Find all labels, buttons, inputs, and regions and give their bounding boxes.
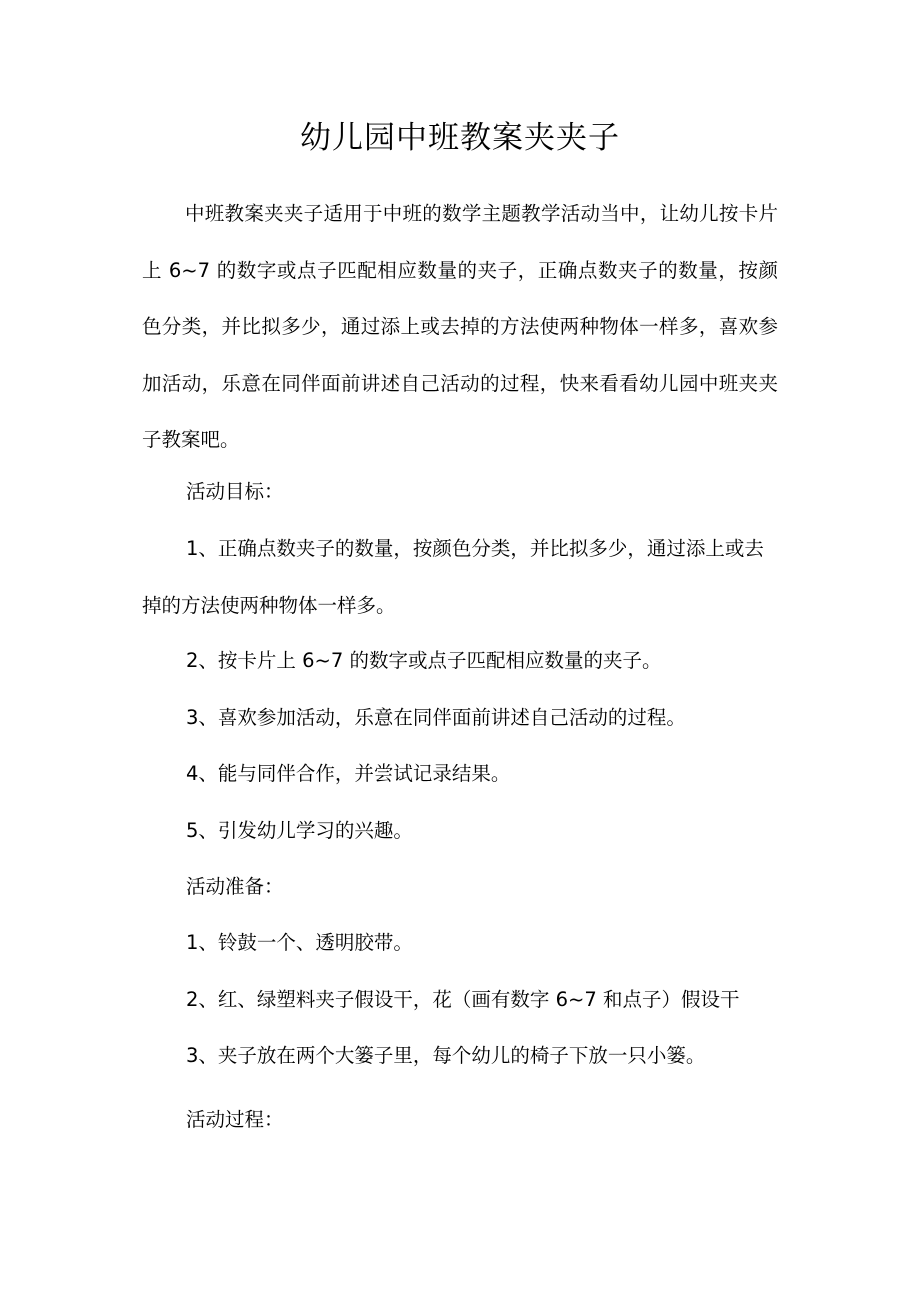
- goal-item-1: 1、正确点数夹子的数量，按颜色分类，并比拟多少，通过添上或去掉的方法使两种物体一样多。: [142, 537, 764, 617]
- goal-item-3: 3、喜欢参加活动，乐意在同伴面前讲述自己活动的过程。: [186, 706, 686, 729]
- prep-item-2: 2、红、绿塑料夹子假设干，花（画有数字 6~7 和点子）假设干: [186, 988, 740, 1011]
- goal-item-2: 2、按卡片上 6~7 的数字或点子匹配相应数量的夹子。: [186, 649, 662, 672]
- prep-heading: 活动准备：: [186, 875, 284, 898]
- goal-item-5: 5、引发幼儿学习的兴趣。: [186, 819, 413, 842]
- prep-item-3: 3、夹子放在两个大篓子里，每个幼儿的椅子下放一只小篓。: [186, 1044, 706, 1067]
- goal-item-4: 4、能与同伴合作，并尝试记录结果。: [186, 762, 511, 785]
- process-heading: 活动过程：: [186, 1108, 284, 1131]
- document-title: 幼儿园中班教案夹夹子: [300, 120, 620, 156]
- intro-paragraph: 中班教案夹夹子适用于中班的数学主题教学活动当中，让幼儿按卡片上 6~7 的数字或点子匹配相应数量的夹子，正确点数夹子的数量，按颜色分类，并比拟多少，通过添上或去掉的方法使两种物体一样多，喜欢参加活动，乐意在同伴面前讲述自己活动的过程，快来看看幼儿园中班夹夹子教案吧。: [142, 202, 778, 451]
- prep-item-1: 1、铃鼓一个、透明胶带。: [186, 931, 413, 954]
- goals-heading: 活动目标：: [186, 480, 284, 503]
